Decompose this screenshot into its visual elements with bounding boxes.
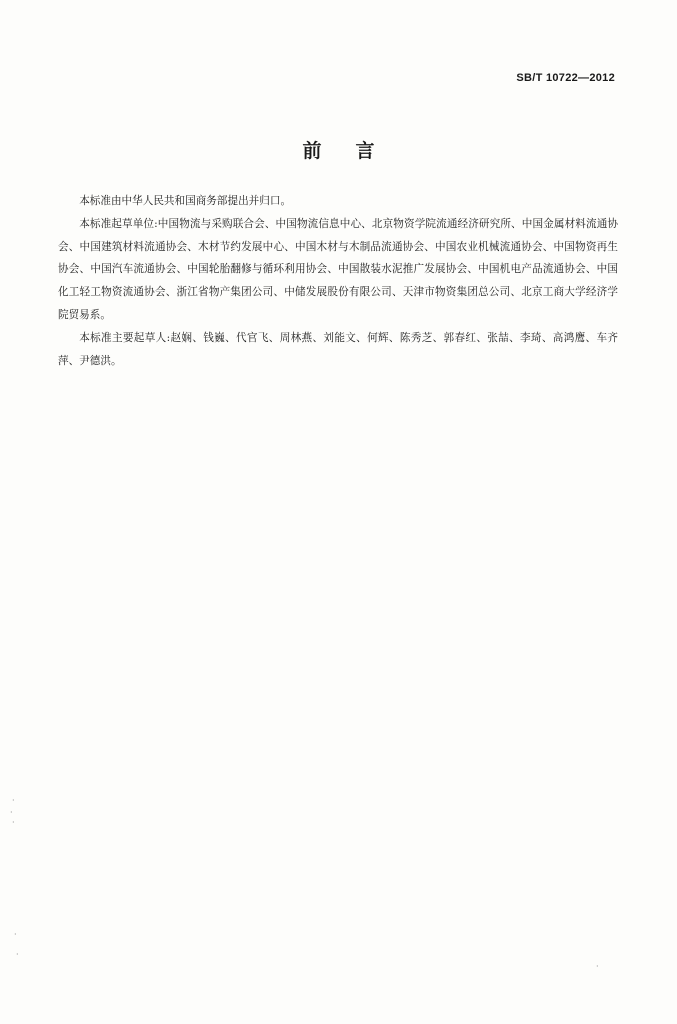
standard-code: SB/T 10722—2012 <box>516 72 615 84</box>
scan-speck: · <box>16 950 19 959</box>
scan-speck: · <box>10 808 13 817</box>
scan-speck: · <box>14 930 17 939</box>
paragraph-proposal: 本标准由中华人民共和国商务部提出并归口。 <box>79 195 292 207</box>
document-body <box>58 190 618 372</box>
scan-speck: · <box>12 796 15 805</box>
paragraph-drafters: 本标准主要起草人:赵娴、钱巍、代官飞、周林燕、刘能文、何辉、陈秀芝、郭春红、张喆、李琦、高鸿鹰、车齐萍、尹德洪。 <box>58 331 618 367</box>
page-title: 前言 <box>302 140 409 162</box>
paragraph-drafting-units: 本标准起草单位:中国物流与采购联合会、中国物流信息中心、北京物资学院流通经济研究所、中国金属材料流通协会、中国建筑材料流通协会、木材节约发展中心、中国木材与木制品流通协会、中国农业机械流通协会、中国物资再生协会、中国汽车流通协会、中国轮胎翻修与循环利用协会、中国散装水泥推广发展协会、中国机电产品流通协会、中国化工轻工物资流通协会、浙江省物产集团公司、中储发展股份有限公司、天津市物资集团总公司、北京工商大学经济学院贸易系。 <box>58 217 618 321</box>
scan-speck: · <box>596 962 599 971</box>
scan-speck: · <box>12 818 15 827</box>
